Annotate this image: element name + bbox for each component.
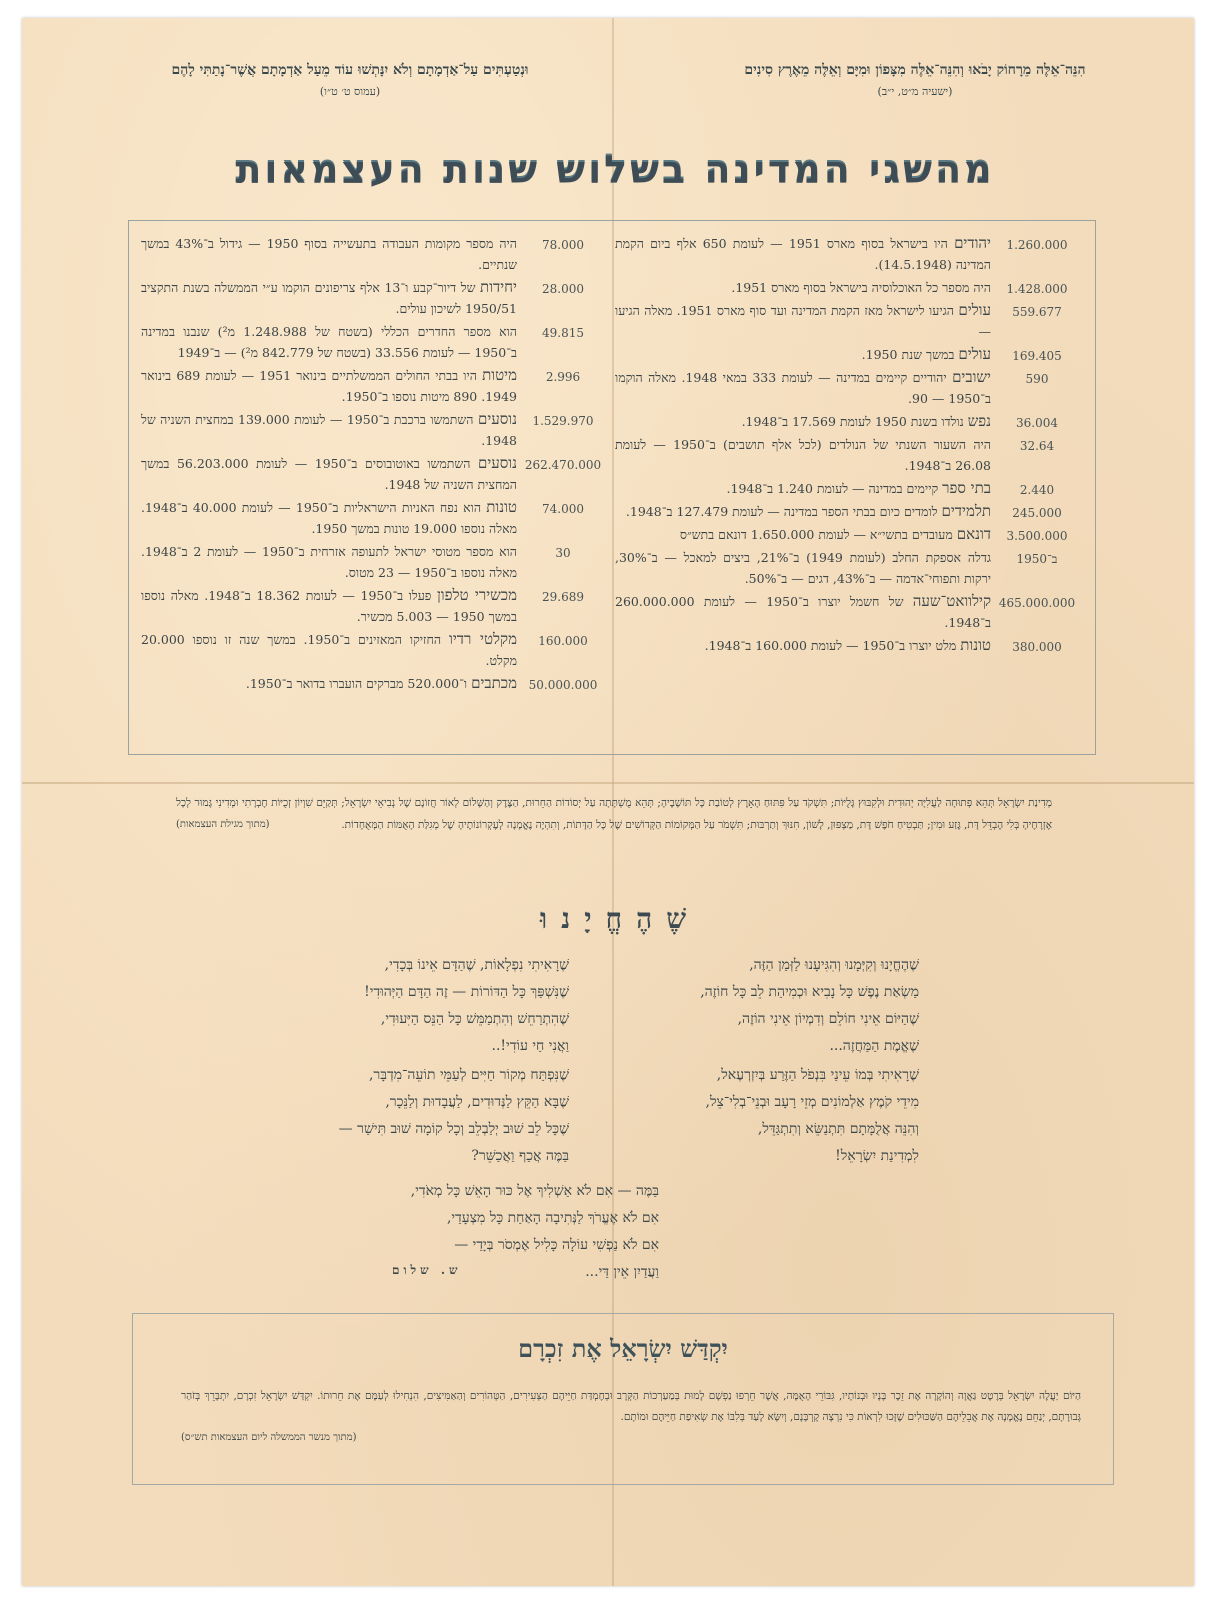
stat-value: 380.000 — [1012, 640, 1062, 654]
statistics-column-right — [615, 233, 1083, 658]
fold-line-horizontal — [22, 782, 1194, 784]
stat-description — [615, 501, 991, 522]
stat-value: 29.689 — [542, 590, 584, 604]
statistics-table — [128, 220, 1096, 755]
poem-line: שֶׁנִּפְתַּח מְקוֹר חַיִּים לְעַמֵּי תוֹעֵה־מִדְבָּר, — [368, 1067, 569, 1083]
poem-line: וְהִנֵּה אֲלֻמָּתָם תִּתְנַשֵּׂא וְתִתְגַּדֵּל, — [757, 1121, 919, 1137]
stat-text: היו בבתי החולים הממשלתיים בינואר 1951 — לעומת 689 בינואר 1949. 890 מיטות נוספו ב־1950. — [141, 368, 517, 404]
stat-row — [615, 344, 1083, 365]
poem-line: שֶׁהֶחֱיָנוּ וְקִיְּמָנוּ וְהִגִּיעָנוּ לַזְּמַן הַזֶּה, — [749, 957, 919, 973]
stat-value: 559.677 — [1012, 305, 1062, 319]
poem-line: וַעֲדַיִן אֵין דַּי... — [585, 1264, 659, 1280]
stat-keyword: תלמידים — [941, 502, 991, 520]
stat-keyword: עולים — [958, 301, 991, 319]
stat-text: של חשמל יוצרו ב־1950 — לעומת 260.000.000 ב־1948. — [615, 594, 991, 630]
stat-text: היו בישראל בסוף מארס 1951 — לעומת 650 אלף ביום הקמת המדינה (14.5.1948). — [615, 236, 991, 272]
stat-description — [141, 453, 517, 495]
verse-isaiah-text: הִנֵּה־אֵלֶּה מֵרָחוֹק יָבֹאוּ וְהִנֵּה־אֵלֶּה מִצָּפוֹן וּמִיָּם וְאֵלֶּה מֵאֶרֶץ סִינִים — [744, 62, 1086, 78]
stat-keyword: נוסעים — [477, 454, 517, 472]
stat-row — [141, 673, 609, 694]
stat-text: לומדים כיום בבתי הספר במדינה — לעומת 127.479 ב־1948. — [625, 504, 942, 519]
stat-text: הוא מספר החדרים הכללי (בשטח של 1.248.988 מ²) שנבנו במדינה ב־1950 — לעומת 33.556 (בשטח של 842.779 מ²) — ב־1949 — [141, 324, 517, 360]
poem-stanza — [339, 1062, 569, 1170]
poem-line: בַּמֶּה — אִם לֹא אַשְׁלִיךְ אֶל כּוּר הָאֵשׁ כָּל מְאֹדִי, — [410, 1183, 659, 1199]
stat-text: מעובדים בתשי״א — לעומת 1.650.000 דונאם בתש״ס — [679, 527, 957, 542]
stat-text: החזיקו המאזינים ב־1950. במשך שנה זו נוספו 20.000 מקלט. — [141, 632, 517, 668]
stat-row — [141, 453, 609, 495]
poem-line: בַּמֶּה אֲכַף וַאֲכַשֵּׁר? — [471, 1148, 569, 1164]
stat-description — [141, 233, 517, 275]
stat-text: מלט יוצרו ב־1950 — לעומת 160.000 ב־1948. — [704, 638, 961, 653]
stat-text: של דיור־קבע ו־13 אלף צריפונים הוקמו ע״י הממשלה בשנת התקציב 1950/51 לשיכון עולים. — [141, 280, 517, 316]
stat-row — [141, 541, 609, 583]
stat-keyword: קילוואט־שעה — [912, 592, 991, 610]
stat-description — [615, 411, 991, 432]
stat-row — [141, 321, 609, 363]
stat-keyword: ישובים — [952, 368, 991, 386]
stat-value: 1.529.970 — [532, 414, 594, 428]
verse-amos-text: וּנְטַעְתִּים עַל־אַדְמָתָם וְלֹא יִנָּתְשׁוּ עוֹד מֵעַל אַדְמָתָם אֲשֶׁר־נָתַתִּי לָהֶם — [171, 62, 529, 78]
stat-value: 32.64 — [1019, 439, 1055, 453]
stat-value: 465.000.000 — [998, 596, 1076, 610]
stat-value: 3.500.000 — [1006, 529, 1068, 543]
stat-row — [615, 277, 1083, 298]
stat-value: 160.000 — [538, 634, 588, 648]
stat-text: השתמשו ברכבת ב־1950 — לעומת 139.000 במחצית השניה של 1948. — [141, 412, 517, 448]
stat-description — [141, 541, 517, 583]
poem-title: שֶׁהֶחֱיָנוּ — [539, 902, 701, 935]
poem-stanza — [706, 1062, 920, 1170]
poem-line: שֶׁנִּשְׁפַּךְ כָּל הַדּוֹרוֹת — זֶה הַדָּם הַיְּהוּדִי! — [364, 984, 569, 1000]
poem-line: וַאֲנִי חַי עוֹדִי!.. — [491, 1038, 569, 1054]
stat-text: היה מספר מקומות העבודה בתעשייה בסוף 1950 — גידול ב־43% במשך שנתיים. — [141, 236, 517, 272]
stat-text: יהודיים קיימים במדינה — לעומת 333 במאי 1948. מאלה הוקמו ב־1950 — 90. — [615, 370, 991, 406]
stat-description — [141, 409, 517, 451]
stat-row — [141, 365, 609, 407]
poem-line: מִידֵי קֹמֶץ אַלְמוֹנִים מְזֵי רָעָב וּבְנֵי־בְלִי־צֵל, — [705, 1094, 919, 1110]
stat-description — [615, 524, 991, 545]
poem-line: שֶׁבָּא הַקֵּץ לַנְּדוּדִים, לַעֲבָדוּת וְלַנֵּכָר, — [385, 1094, 569, 1110]
stat-text: הוא מספר מטוסי ישראל לתעופה אזרחית ב־1950 — לעומת 2 ב־1948. מאלה נוספו ב־1950 — 23 מטוס. — [141, 544, 517, 580]
stat-row — [615, 501, 1083, 522]
stat-value: 36.004 — [1016, 416, 1058, 430]
stat-value: 169.405 — [1012, 349, 1062, 363]
statistics-column-left — [141, 233, 609, 696]
stat-row — [615, 233, 1083, 275]
stat-text: במשך שנת 1950. — [861, 347, 959, 362]
stat-row — [141, 277, 609, 319]
poem-line: שֶׁרָאִיתִי נִפְלָאוֹת, שֶׁהַדָּם אֵינוֹ בְּכָדִי, — [384, 957, 569, 973]
stat-description — [615, 277, 991, 298]
poem-line: מַשְׂאַת נֶפֶשׁ כָּל נָבִיא וּכְמִיהַת לֵב כָּל חוֹזֶה, — [700, 984, 919, 1000]
stat-description — [615, 434, 991, 476]
verse-amos-ref: (עמוס ט׳ ט״ו) — [319, 85, 381, 98]
stat-keyword: מיטות — [482, 366, 517, 384]
stat-value: 2.440 — [1019, 483, 1055, 497]
stat-row — [615, 478, 1083, 499]
stat-text: נולדו בשנת 1950 לעומת 17.569 ב־1948. — [741, 414, 968, 429]
stat-value: 50.000.000 — [528, 678, 598, 692]
stat-keyword: מקלטי רדיו — [449, 630, 517, 648]
stat-row — [615, 300, 1083, 342]
stat-row — [141, 585, 609, 627]
stat-description — [141, 585, 517, 627]
stat-row — [615, 411, 1083, 432]
stat-value: 49.815 — [542, 326, 584, 340]
stat-value: 245.000 — [1012, 506, 1062, 520]
stat-description — [615, 478, 991, 499]
stat-description — [615, 591, 991, 633]
stat-description — [141, 497, 517, 539]
stat-keyword: עולים — [958, 345, 991, 363]
declaration-source: (מתוך מגילת העצמאות) — [176, 819, 270, 830]
stat-description — [141, 277, 517, 319]
poem-stanza — [700, 952, 919, 1060]
stat-text: קיימים במדינה — לעומת 1.240 ב־1948. — [726, 481, 943, 496]
declaration-excerpt — [176, 792, 1052, 836]
stat-row — [615, 591, 1083, 633]
memorial-text: הַיּוֹם יַעֲלֶה יִשְׂרָאֵל בְּרֶטֶט גַּאֲוָה וְהוֹקָרָה אֶת זֵכֶר בָּנָיו וּבְנוֹתָיו, גִּבּוֹרֵי הָאֻמָּה, אֲשֶׁר חֵרְפוּ נַפְשָׁם לָמוּת בְּמַעַרְכוֹת הַקְּרָב וּבְחֶמְדַּת חַיֵּיהֶם הַצְּעִירִים, הַטְּהוֹרִים וְהַאַמִּיצִים, הִנְחִילוּ לְעַמָּם אֶת חֵרוּתוֹ. יִקְדַּשׁ יִשְׂרָאֵל זִכְרָם, יִתְבָּרֵךְ בְּזֹהַר גְּבוּרָתָם, יְנַחֵם נֶאֱמָנָה אֶת אֲבֵלֵיהֶם הַשַּׁכּוּלִים שֶׁזָּכוּ לִרְאוֹת כִּי נִרְצָה קָרְבָּנָם, וְיִשָּׂא לָעַד בְּלִבּוֹ אֶת שְׂאִיפַת חַיֵּיהֶם וּמוֹתָם. — [181, 1390, 1081, 1423]
poem-line: אִם לֹא אֶעֱרֹךְ לַנְּתִיבָה הָאַחַת כָּל מִצְעָדַי, — [446, 1210, 659, 1226]
stat-keyword: בתי ספר — [942, 479, 991, 497]
stat-row — [615, 635, 1083, 656]
stat-value: 1.260.000 — [1006, 238, 1068, 252]
stat-description — [141, 673, 517, 694]
verse-isaiah — [690, 62, 1140, 98]
stat-row — [141, 409, 609, 451]
poem-line: שֶׁאֱמֶת הַמַּחֲזֶה... — [829, 1038, 919, 1054]
stat-keyword: יחידות — [480, 278, 517, 296]
stat-row — [141, 233, 609, 275]
stat-keyword: מכשירי טלפון — [436, 586, 517, 604]
stat-value: 590 — [1025, 372, 1049, 386]
stat-description — [615, 635, 991, 656]
page-title: מהשגי המדינה בשלוש שנות העצמאות — [235, 148, 995, 192]
memorial-source: (מתוך מנשר הממשלה ליום העצמאות תש״ס) — [181, 1432, 357, 1443]
stat-value: 30 — [555, 546, 571, 560]
stat-description — [615, 367, 991, 409]
stat-text: הוא נפח האניות הישראליות ב־1950 — לעומת 40.000 ב־1948. מאלה נוספו 19.000 טונות במשך 1950. — [141, 500, 517, 536]
poem-line: שֶׁהַיּוֹם אֵינִי חוֹלֵם וְדִמְיוֹן אֵינִי הוֹזֶה, — [737, 1011, 919, 1027]
declaration-text: מְדִינַת יִשְׂרָאֵל תְּהֵא פְּתוּחָה לַעֲלִיָּה יְהוּדִית וּלְקִבּוּץ גָּלֻיּוֹת; תִּשְׁקֹד עַל פִּתּוּחַ הָאָרֶץ לְטוֹבַת כָּל תּוֹשָׁבֶיהָ; תְּהֵא מֻשְׁתָּתָה עַל יְסוֹדוֹת הַחֵרוּת, הַצֶּדֶק וְהַשָּׁלוֹם לְאוֹר חֲזוֹנָם שֶׁל נְבִיאֵי יִשְׂרָאֵל; תְּקַיֵּם שִׁוְיוֹן זְכֻיּוֹת חֶבְרָתִי וּמְדִינִי גָּמוּר לְכָל אֶזְרָחֶיהָ בְּלִי הֶבְדֵּל דָּת, גֶּזַע וּמִין; תַּבְטִיחַ חֹפֶשׁ דָּת, מַצְפּוּן, לָשׁוֹן, חִנּוּךְ וְתַרְבּוּת; תִּשְׁמֹר עַל הַמְּקוֹמוֹת הַקְּדוֹשִׁים שֶׁל כָּל הַדָּתוֹת, וְתִהְיֶה נֶאֱמָנָה לְעֶקְרוֹנוֹתֶיהָ שֶׁל מְגִלַּת הָאֻמּוֹת הַמְּאֻחָדוֹת. — [176, 797, 1052, 831]
poem-line: שֶׁכָּל לֵב שׁוּב יְלַבְלֵב וְכָל קוֹמָה שׁוּב תִּישַׁר — — [338, 1121, 569, 1137]
stat-text: פעלו ב־1950 — לעומת 18.362 ב־1948. מאלה נוספו במשך 1950 — 5.003 מכשיר. — [141, 588, 517, 624]
stat-text: היה מספר כל האוכלוסיה בישראל בסוף מארס 1951. — [731, 280, 991, 295]
poem-author: ש. שלום — [392, 1263, 462, 1277]
stat-text: גדלה אספקת החלב (לעומת 1949) ב־21%, ביצים למאכל — ב־30%, ירקות ותפוחי־אדמה — ב־43%, דגים — ב־50%. — [615, 550, 991, 586]
stat-keyword: טונות — [960, 636, 991, 654]
poem-line: אִם לֹא נַפְשִׁי עוֹלָה כָּלִיל אֶמְסֹר בְּיָדַי — — [454, 1237, 659, 1253]
stat-keyword: יהודים — [954, 234, 991, 252]
stat-text: הגיעו לישראל מאז הקמת המדינה ועד סוף מארס 1951. מאלה הגיעו — — [615, 303, 991, 339]
stat-value: 2.996 — [545, 370, 581, 384]
stat-value: 1.428.000 — [1006, 282, 1068, 296]
poem-line: שֶׁרָאִיתִי בְּמוֹ עֵינַי בִּנְפֹל הַזֶּרַע בְּיִזְרְעֶאל, — [716, 1067, 919, 1083]
stat-description — [615, 344, 991, 365]
memorial-title: יִקְדַּשׁ יִשְׂרָאֵל אֶת זִכְרָם — [518, 1334, 728, 1363]
stat-value: 262.470.000 — [524, 458, 602, 472]
stat-row — [615, 547, 1083, 589]
stat-keyword: נוסעים — [477, 410, 517, 428]
memorial-box — [132, 1313, 1114, 1485]
stat-value: ב־1950 — [1016, 552, 1058, 566]
stat-value: 78.000 — [542, 238, 584, 252]
stat-description — [141, 321, 517, 363]
stat-row — [615, 524, 1083, 545]
stat-row — [615, 434, 1083, 476]
stat-keyword: מכתבים — [471, 674, 517, 692]
verse-amos — [110, 62, 590, 98]
poem-line: שֶׁהִתְרַחֵשׁ וְהִתְמַמֵּשׁ כָּל הַנֵּס הַיִּעוּדִי, — [380, 1011, 569, 1027]
stat-text: ו־520.000 מברקים הועברו בדואר ב־1950. — [245, 676, 472, 691]
stat-description — [615, 300, 991, 342]
stat-row — [141, 497, 609, 539]
stat-row — [141, 629, 609, 671]
stat-value: 74.000 — [542, 502, 584, 516]
stat-description — [141, 365, 517, 407]
stat-text: היה השעור השנתי של הנולדים (לכל אלף תושבים) ב־1950 — לעומת 26.08 ב־1948. — [615, 437, 991, 473]
stat-description — [615, 547, 991, 589]
stat-keyword: דונאם — [956, 525, 991, 543]
verse-isaiah-ref: (ישעיה מ״ט, י״ב) — [877, 85, 953, 98]
stat-value: 28.000 — [542, 282, 584, 296]
stat-row — [615, 367, 1083, 409]
stat-keyword: נפש — [967, 412, 991, 430]
stat-description — [141, 629, 517, 671]
stat-keyword: טונות — [486, 498, 517, 516]
stat-description — [615, 233, 991, 275]
poem-stanza — [364, 952, 569, 1060]
poem-line: לִמְדִינַת יִשְׂרָאֵל! — [835, 1148, 919, 1164]
stat-text: השתמשו באוטובוסים ב־1950 — לעומת 56.203.000 במשך המחצית השניה של 1948. — [141, 456, 517, 492]
